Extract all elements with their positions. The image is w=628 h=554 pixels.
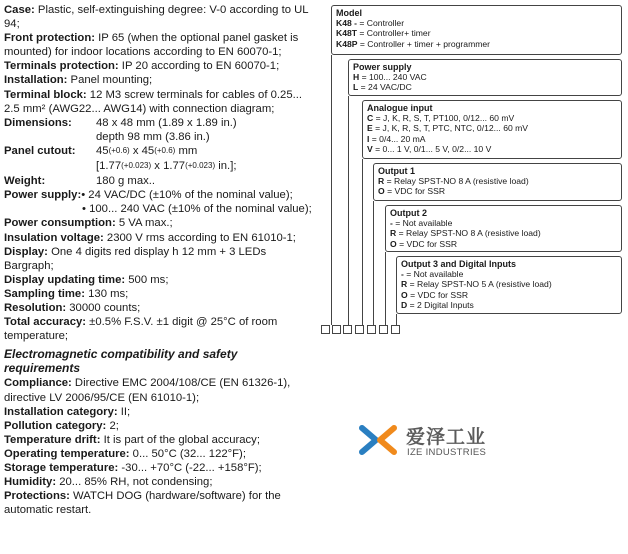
code-option-row (367, 113, 617, 123)
code-option-row (401, 300, 617, 310)
code-letter: R (378, 176, 385, 187)
code-digit-box (367, 325, 376, 334)
code-option-row (367, 123, 617, 133)
code-option-row (336, 28, 617, 38)
code-description: = Not available (392, 218, 453, 229)
code-option-row (401, 290, 617, 300)
code-option-row (336, 18, 617, 28)
connector-line (331, 55, 332, 325)
spec-label: Display: (4, 245, 48, 258)
code-description: = VDC for SSR (396, 238, 458, 249)
spec-value: II; (117, 405, 131, 418)
code-letter: K48P (336, 38, 358, 49)
spec-value: 20... 85% RH, not condensing; (56, 476, 213, 489)
logo-chinese-text: 爱泽工业 (406, 426, 487, 448)
spec-value: ±0.5% F.S.V. ±1 digit @ 25°C of room temperature; (4, 316, 278, 343)
connector-line (373, 201, 374, 325)
power-supply-line1: • 24 VAC/DC (±10% of the nominal value); (81, 189, 293, 202)
spec-label: Terminal block: (4, 88, 87, 101)
model-box (331, 5, 622, 55)
spec-label: Case: (4, 4, 35, 16)
spec-value: 500 ms; (125, 273, 169, 286)
spec-value: WATCH DOG (hardware/software) for the automatic restart. (4, 490, 281, 517)
spec-value: -30... +70°C (-22... +158°F); (118, 462, 262, 474)
cutout-x: x (129, 144, 142, 157)
code-description: = 0/4... 20 mA (369, 133, 426, 144)
company-logo (356, 420, 516, 462)
cutout-in-close: in.]; (215, 160, 237, 173)
spec-value: IP 65 (when the optional panel gasket is mounted) for indoor locations according to EN 60070-1; (4, 32, 299, 59)
code-letter: K48 - (336, 18, 358, 29)
code-letter: C (367, 113, 374, 124)
analogue-input-box (362, 100, 622, 159)
output1-title: Output 1 (378, 166, 415, 176)
dimensions-label: Dimensions: (4, 116, 72, 129)
spec-label: Installation: (4, 74, 68, 87)
code-description: = VDC for SSR (384, 186, 446, 197)
code-digit-box (391, 325, 400, 334)
code-option-row (390, 228, 617, 238)
spec-label: Total accuracy: (4, 316, 87, 329)
cutout-in-x: x 1.77 (151, 160, 186, 173)
analogue-title: Analogue input (367, 103, 433, 113)
weight-label: Weight: (4, 175, 46, 188)
spec-label: Terminals protection: (4, 60, 119, 73)
code-digit-box (332, 325, 341, 334)
cutout-b-tol: (+0.6) (154, 145, 176, 155)
cutout-in-open: [1.77 (96, 160, 122, 173)
spec-label: Resolution: (4, 301, 67, 314)
spec-label: Insulation voltage: (4, 231, 104, 244)
code-description: = Controller (357, 18, 405, 29)
code-option-row (390, 239, 617, 249)
spec-value: IP 20 according to EN 60070-1; (118, 60, 280, 73)
code-option-row (401, 279, 617, 289)
code-digit-box (343, 325, 352, 334)
spec-label: Compliance: (4, 377, 72, 390)
code-digit-box (321, 325, 330, 334)
spec-label: Storage temperature: (4, 462, 119, 474)
code-description: = 0... 1 V, 0/1... 5 V, 0/2... 10 V (372, 143, 492, 154)
code-option-row (353, 72, 617, 82)
code-letter: E (367, 123, 373, 134)
spec-label: Display updating time: (4, 273, 126, 286)
code-letter: I (367, 133, 370, 144)
spec-label: Pollution category: (4, 419, 107, 432)
code-description: = Relay SPST-NO 5 A (resistive load) (407, 279, 552, 290)
code-letter: O (390, 238, 397, 249)
code-letter: O (401, 289, 408, 300)
spec-label: Operating temperature: (4, 447, 130, 460)
panel-cutout-label: Panel cutout: (4, 144, 76, 157)
code-description: = Controller+ timer (357, 28, 431, 39)
code-description: = 24 VAC/DC (358, 82, 412, 93)
code-option-row (390, 218, 617, 228)
code-letter: - (390, 218, 393, 229)
code-letter: H (353, 72, 360, 83)
logo-icon (356, 420, 400, 460)
code-description: = Not available (403, 269, 464, 280)
dimensions-line1: 48 x 48 mm (1.89 x 1.89 in.) (96, 116, 237, 129)
code-letter: R (401, 279, 408, 290)
spec-value: Directive EMC 2004/108/CE (EN 61326-1), directive LV 2006/95/CE (EN 61010-1); (4, 377, 291, 404)
cutout-b: 45 (141, 144, 155, 157)
code-description: = Relay SPST-NO 8 A (resistive load) (384, 176, 529, 187)
spec-label: Humidity: (4, 476, 57, 489)
spec-value: Plastic, self-extinguishing degree: V-0 according to UL 94; (4, 4, 309, 31)
code-description: = 100... 240 VAC (359, 72, 427, 83)
connector-line (385, 252, 386, 325)
spec-label: Installation category: (4, 405, 118, 418)
power-box-title: Power supply (353, 62, 412, 72)
cutout-unit: mm (175, 144, 198, 157)
code-letter: R (390, 228, 397, 239)
code-option-row (353, 82, 617, 92)
output3-title: Output 3 and Digital Inputs (401, 259, 516, 269)
code-description: = J, K, R, S, T, PT100, 0/12... 60 mV (373, 113, 515, 124)
code-option-row (336, 39, 617, 49)
connector-line (396, 314, 397, 325)
code-option-row (367, 134, 617, 144)
spec-value: 30000 counts; (66, 301, 141, 314)
output2-title: Output 2 (390, 208, 427, 218)
spec-label: Temperature drift: (4, 433, 101, 446)
power-supply-label: Power supply: (4, 189, 82, 202)
code-letter: O (378, 186, 385, 197)
spec-value: 0... 50°C (32... 122°F); (129, 447, 246, 460)
code-option-row (378, 176, 617, 186)
spec-value: 2; (106, 419, 119, 432)
weight-value: 180 g max.. (96, 175, 156, 188)
code-description: = VDC for SSR (407, 289, 469, 300)
code-letter: K48T (336, 28, 358, 39)
connector-line (348, 96, 349, 325)
code-letter: L (353, 82, 359, 93)
spec-value: 2300 V rms according to EN 61010-1; (103, 231, 296, 244)
spec-value: Panel mounting; (67, 74, 153, 87)
spec-label: Protections: (4, 490, 70, 503)
cutout-in-tol1: (+0.023) (121, 161, 152, 171)
dimensions-line2: depth 98 mm (3.86 in.) (96, 130, 210, 143)
spec-value: One 4 digits red display h 12 mm + 3 LEDs Bargraph; (4, 245, 267, 272)
spec-value: 5 VA max.; (115, 217, 173, 230)
spec-value: 12 M3 screw terminals for cables of 0.25... 2.5 mm² (AWG22... AWG14) with connection diagram; (4, 88, 303, 115)
spec-label: Power consumption: (4, 217, 116, 230)
section-title: Electromagnetic compatibility and safety requirements (4, 347, 238, 376)
code-letter: D (401, 299, 408, 310)
code-digit-box (379, 325, 388, 334)
spec-label: Front protection: (4, 32, 95, 45)
code-option-row (378, 186, 617, 196)
power-supply-box (348, 59, 622, 96)
code-option-row (367, 144, 617, 154)
cutout-a-tol: (+0.6) (108, 145, 130, 155)
power-supply-line2: • 100... 240 VAC (±10% of the nominal value); (82, 203, 312, 216)
spec-label: Sampling time: (4, 287, 85, 300)
code-description: = Controller + timer + programmer (357, 38, 491, 49)
connector-line (362, 159, 363, 325)
code-letter: - (401, 269, 404, 280)
cutout-a: 45 (96, 144, 109, 157)
code-description: = Relay SPST-NO 8 A (resistive load) (396, 228, 541, 239)
spec-value: 130 ms; (84, 287, 129, 300)
output2-box (385, 205, 622, 252)
code-digit-box (355, 325, 364, 334)
spec-value: It is part of the global accuracy; (100, 433, 260, 446)
model-title: Model (336, 8, 362, 18)
code-description: = 2 Digital Inputs (407, 299, 474, 310)
code-option-row (401, 269, 617, 279)
cutout-in-tol2: (+0.023) (185, 161, 216, 171)
code-description: = J, K, R, S, T, PTC, NTC, 0/12... 60 mV (372, 123, 529, 134)
logo-english-text: IZE INDUSTRIES (407, 447, 487, 458)
output3-box (396, 256, 622, 314)
output1-box (373, 163, 622, 201)
code-letter: V (367, 143, 373, 154)
